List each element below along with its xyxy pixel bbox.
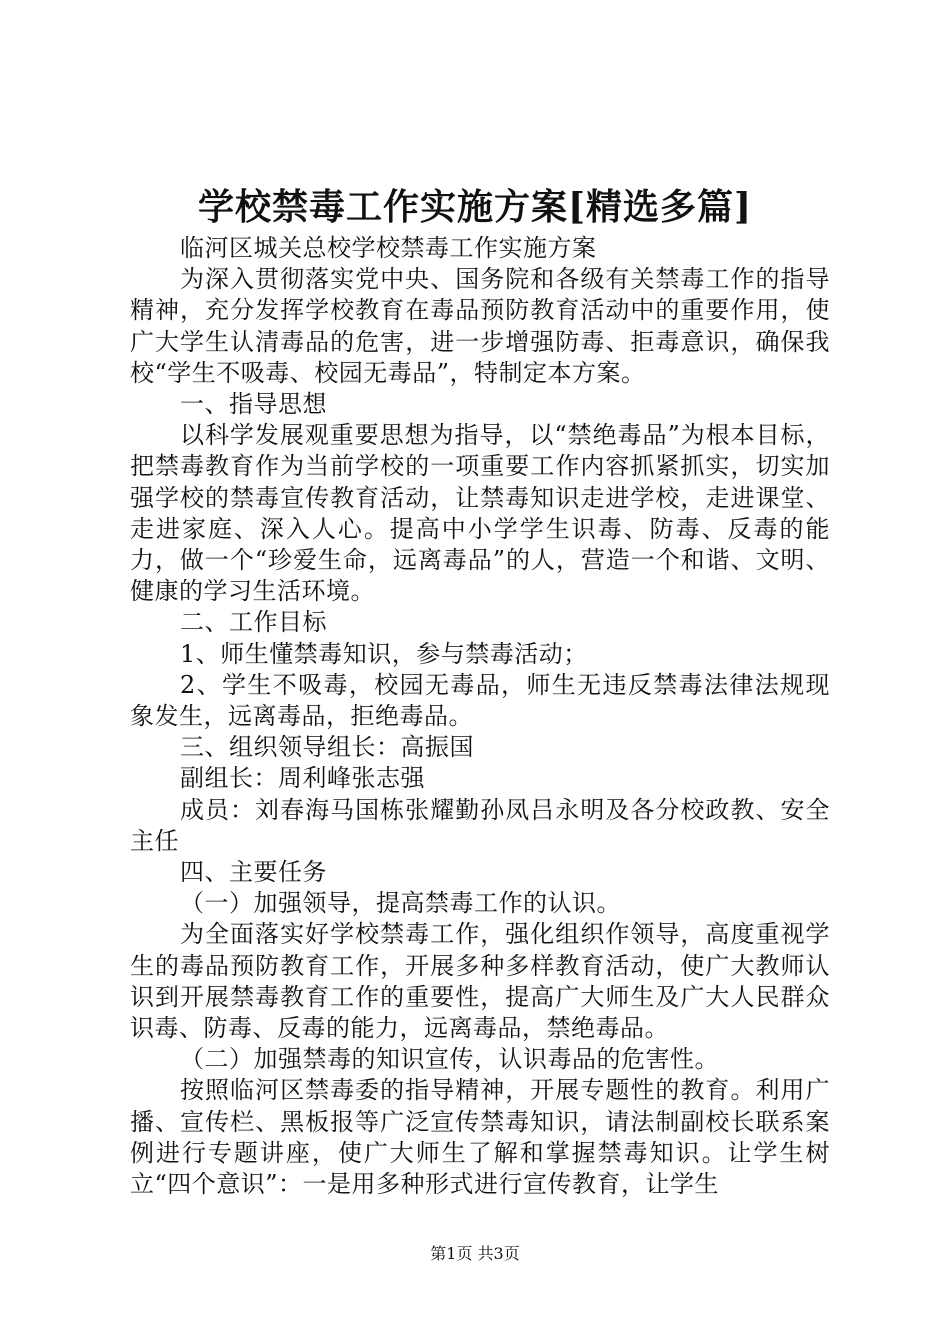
section-heading-work-goals: 二、工作目标 <box>180 608 327 637</box>
subtitle-paragraph: 临河区城关总校学校禁毒工作实施方案 <box>180 234 597 262</box>
deputy-leaders-paragraph: 副组长：周利峰张志强 <box>180 764 425 793</box>
work-goal-item-2: 2、学生不吸毒，校园无毒品，师生无违反禁毒法律法规现象发生，远离毒品，拒绝毒品。 <box>130 670 830 731</box>
task-heading-2: （二）加强禁毒的知识宣传，认识毒品的危害性。 <box>180 1045 719 1074</box>
task-heading-1: （一）加强领导，提高禁毒工作的认识。 <box>180 889 621 918</box>
section-heading-guiding-ideology: 一、指导思想 <box>180 390 327 419</box>
task-2-paragraph: 按照临河区禁毒委的指导精神，开展专题性的教育。利用广播、宣传栏、黑板报等广泛宣传禁毒知识，请法制副校长联系案例进行专题讲座，使广大师生了解和掌握禁毒知识。让学生树立“四个意识”：一是用多种形式进行宣传教育，让学生 <box>130 1076 830 1199</box>
section-heading-organization: 三、组织领导组长：高振国 <box>180 733 474 762</box>
members-paragraph: 成员：刘春海马国栋张耀勤孙凤吕永明及各分校政教、安全主任 <box>130 795 830 855</box>
work-goal-item-1: 1、师生懂禁毒知识，参与禁毒活动； <box>180 639 588 668</box>
section-heading-main-tasks: 四、主要任务 <box>180 858 327 887</box>
guiding-ideology-paragraph: 以科学发展观重要思想为指导，以“禁绝毒品”为根本目标，把禁毒教育作为当前学校的一项重要工作内容抓紧抓实，切实加强学校的禁毒宣传教育活动，让禁毒知识走进学校，走进课堂、走进家庭、深入人心。提高中小学学生识毒、防毒、反毒的能力，做一个“珍爱生命，远离毒品”的人，营造一个和谐、文明、健康的学习生活环境。 <box>130 421 830 606</box>
document-title: 学校禁毒工作实施方案[精选多篇] <box>197 186 753 228</box>
task-1-paragraph: 为全面落实好学校禁毒工作，强化组织作领导，高度重视学生的毒品预防教育工作，开展多种多样教育活动，使广大教师认识到开展禁毒教育工作的重要性，提高广大师生及广大人民群众识毒、防毒、反毒的能力，远离毒品，禁绝毒品。 <box>130 920 830 1043</box>
intro-paragraph: 为深入贯彻落实党中央、国务院和各级有关禁毒工作的指导精神，充分发挥学校教育在毒品预防教育活动中的重要作用，使广大学生认清毒品的危害，进一步增强防毒、拒毒意识，确保我校“学生不吸毒、校园无毒品”，特制定本方案。 <box>130 265 830 387</box>
page-footer: 第1页 共3页 <box>430 1244 520 1263</box>
document-body <box>130 233 830 1200</box>
